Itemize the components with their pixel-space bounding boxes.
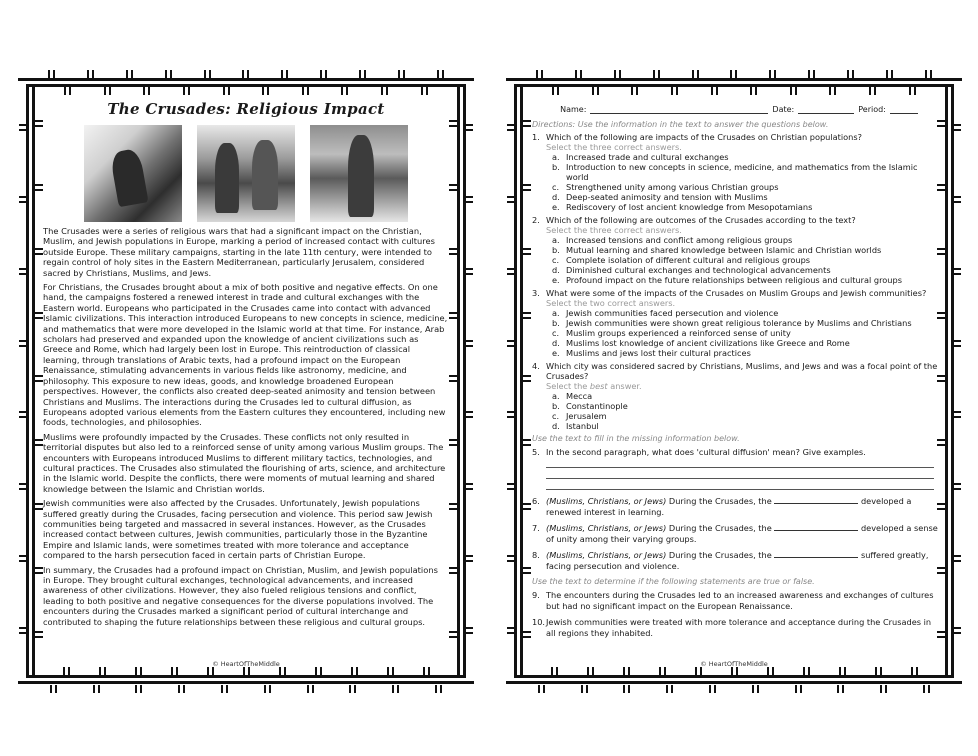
paragraph-summary: In summary, the Crusades had a profound impact on Christian, Muslim, and Jewish populations in Europe. They brought cultural exchanges, technological advancements, and increased awareness of other civilizations. However, they also fueled religious tensions and conflict, leading to both positive and negative consequences for the diverse populations involved. The encounters during the Crusades marked a significant period of cultural interchange and contributed to shaping the future relationships between these religious and cultural groups. [43, 564, 438, 627]
paragraph-intro: The Crusades were a series of religious wars that had a significant impact on the Christian, Muslim, and Jewish populations in Europe, marking a period of increased contact with cultures outside Europe. These military campaigns, starting in the late 11th century, were intended to regain control of holy sites in the Eastern Mediterranean, particularly Jerusalem, considered sacred by Christians, Muslims, and Jews. [43, 226, 435, 278]
question-hint: Select the three correct answers. [546, 142, 682, 152]
question-8: 8. (Muslims, Christians, or Jews) During the Crusades, the suffered greatly, facing persecution and violence. [532, 550, 929, 571]
answer-option[interactable]: b. Jewish communities were shown great religious tolerance by Muslims and Christians [552, 318, 912, 328]
illustration-row [42, 125, 450, 222]
border-ornament [18, 685, 474, 693]
question-number: 4. [532, 361, 540, 371]
question-4 [530, 361, 938, 431]
answer-option[interactable]: d. Istanbul [552, 421, 599, 431]
question-3 [530, 288, 938, 358]
question-number: 9. [532, 590, 540, 600]
answer-option[interactable]: e. Muslims and jews lost their cultural practices [552, 348, 751, 358]
fill-in-directions: Use the text to fill in the missing information below. [532, 434, 740, 443]
name-label: Name: [560, 105, 587, 114]
question-number: 1. [532, 132, 540, 142]
paragraph-muslims: Muslims were profoundly impacted by the Crusades. These conflicts not only resulted in territorial disputes but also led to a reinforced sense of unity among various Muslim groups. The encounters with Europeans introduced Muslims to different military tactics, technologies, and cultural practices. The Crusades also stimulated the flourishing of arts, science, and architecture in the Islamic world. Despite the conflicts, there were moments of mutual learning and shared knowledge between the Islamic and Christian worlds. [43, 431, 446, 494]
question-hint: Select the three correct answers. [546, 225, 682, 235]
question-text: The encounters during the Crusades led to an increased awareness and exchanges of cultures but had no significant impact on the European Renaissance. [546, 590, 934, 611]
answer-option[interactable]: a. Increased trade and cultural exchanges [552, 152, 729, 162]
answer-option[interactable]: d. Deep-seated animosity and tension with Muslims [552, 192, 768, 202]
sword-fight-image [197, 125, 295, 222]
true-false-directions: Use the text to determine if the following statements are true or false. [532, 577, 815, 586]
border-line [18, 681, 474, 684]
answer-option[interactable]: b. Introduction to new concepts in science, medicine, and mathematics from the Islamic world [552, 162, 918, 182]
answer-option[interactable]: d. Diminished cultural exchanges and technological advancements [552, 265, 831, 275]
reading-passage-page [18, 68, 474, 690]
date-label: Date: [772, 105, 795, 114]
answer-option[interactable]: e. Profound impact on the future relationships between religious and cultural groups [552, 275, 902, 285]
border-ornament [507, 92, 515, 666]
border-ornament [449, 92, 457, 666]
question-10 [530, 617, 938, 639]
question-number: 10. [532, 617, 546, 627]
fill-blank[interactable] [774, 523, 858, 531]
answer-option[interactable]: c. Strengthened unity among various Christian groups [552, 182, 779, 192]
answer-option[interactable]: a. Increased tensions and conflict among religious groups [552, 235, 793, 245]
border-line [26, 675, 466, 678]
page-title: The Crusades: Religious Impact [107, 100, 385, 118]
question-text: Which city was considered sacred by Christians, Muslims, and Jews and was a focal point of the Crusades? [546, 361, 938, 381]
question-text: Which of the following are outcomes of the Crusades according to the text? [546, 215, 856, 225]
question-number: 7. [532, 523, 540, 533]
period-field[interactable] [890, 105, 918, 114]
directions: Directions: Use the information in the text to answer the questions below. [532, 120, 829, 129]
question-number: 5. [532, 447, 540, 457]
border-line [945, 84, 948, 678]
border-line [506, 681, 962, 684]
border-ornament [937, 92, 945, 666]
question-2 [530, 215, 938, 285]
question-number: 2. [532, 215, 540, 225]
answer-line[interactable] [546, 468, 934, 479]
answer-option[interactable]: a. Mecca [552, 391, 593, 401]
border-line [506, 78, 962, 81]
armored-warrior-image [310, 125, 408, 222]
question-hint: Select the two correct answers. [546, 298, 676, 308]
question-list [530, 132, 938, 639]
fill-blank[interactable] [774, 496, 858, 504]
question-text: What were some of the impacts of the Crusades on Muslim Groups and Jewish communities? [546, 288, 927, 298]
border-ornament [19, 92, 27, 666]
question-1 [530, 132, 938, 212]
border-ornament [953, 92, 961, 666]
question-text: Jewish communities were treated with more tolerance and acceptance during the Crusades in all regions they inhabited. [546, 617, 932, 638]
answer-option[interactable]: c. Complete isolation of different cultural and religious groups [552, 255, 811, 265]
copyright-notice: © HeartOfTheMiddle [700, 660, 768, 668]
name-field[interactable] [590, 105, 768, 114]
answer-line[interactable] [546, 457, 934, 468]
answer-option[interactable]: b. Constantinople [552, 401, 628, 411]
question-5 [530, 447, 938, 457]
crusader-horseback-image [84, 125, 182, 222]
border-ornament [506, 70, 962, 78]
reading-passage [42, 226, 450, 627]
copyright-notice: © HeartOfTheMiddle [212, 660, 280, 668]
question-hint: Select the best answer. [546, 381, 642, 391]
border-ornament [465, 92, 473, 666]
answer-option[interactable]: a. Jewish communities faced persecution and violence [552, 308, 779, 318]
answer-option[interactable]: d. Muslims lost knowledge of ancient civilizations like Greece and Rome [552, 338, 850, 348]
question-6: 6. (Muslims, Christians, or Jews) During the Crusades, the developed a renewed interest in learning. [532, 496, 912, 517]
worksheet-page [506, 68, 962, 690]
question-7: 7. (Muslims, Christians, or Jews) During the Crusades, the developed a sense of unity among their varying groups. [532, 523, 938, 544]
answer-option[interactable]: c. Jerusalem [552, 411, 607, 421]
border-line [457, 84, 460, 678]
border-ornament [18, 70, 474, 78]
border-line [18, 78, 474, 81]
student-info-row [530, 105, 938, 114]
question-text: In the second paragraph, what does 'cultural diffusion' mean? Give examples. [546, 447, 866, 457]
period-label: Period: [858, 105, 886, 114]
border-line [514, 675, 954, 678]
date-field[interactable] [798, 105, 854, 114]
fill-blank[interactable] [774, 550, 858, 558]
question-number: 6. [532, 496, 540, 506]
answer-option[interactable]: b. Mutual learning and shared knowledge between Islamic and Christian worlds [552, 245, 882, 255]
answer-option[interactable]: e. Rediscovery of lost ancient knowledge from Mesopotamians [552, 202, 813, 212]
question-number: 3. [532, 288, 540, 298]
answer-option[interactable]: c. Muslim groups experienced a reinforced sense of unity [552, 328, 791, 338]
question-text: Which of the following are impacts of the Crusades on Christian populations? [546, 132, 862, 142]
question-9 [530, 590, 938, 612]
answer-line[interactable] [546, 479, 934, 490]
paragraph-jewish: Jewish communities were also affected by the Crusades. Unfortunately, Jewish populations suffered greatly during the Crusades, facing persecution and violence. This period saw Jewish communities being targeted and massacred in several instances. However, as the Crusades increased contact between cultures, Jewish communities, particularly those in the Byzantine Empire and Islamic lands, were sometimes treated with more tolerance and acceptance compared to the harsh persecution faced in certain parts of Christian Europe. [43, 498, 433, 561]
paragraph-christians: For Christians, the Crusades brought about a mix of both positive and negative effects. On one hand, the campaigns fostered a renewed interest in trade and cultural exchanges with the Eastern world. Europeans who participated in the Crusades came into contact with advanced Islamic civilizations. This interaction introduced Europeans to new concepts in science, medicine, and mathematics that were more developed in the Islamic world at that time. For instance, Arab scholars had preserved and expanded upon the knowledge of ancient civilizations such as Greece and Rome, which had largely been lost in Europe. This reintroduction of classical learning, through translations of Arabic texts, had a profound impact on the European Renaissance, stimulating advancements in various fields like astronomy, medicine, and philosophy. This exposure to new ideas, goods, and knowledge broadened European perspectives. However, the conflicts also created deep-seated animosity and tension between Christians and Muslims. The interactions during the Crusades led to cultural diffusion, as Europeans adopted various elements from the Eastern cultures they encountered, including new foods, technologies, and philosophies. [43, 282, 448, 428]
border-ornament [506, 685, 962, 693]
question-number: 8. [532, 550, 540, 560]
